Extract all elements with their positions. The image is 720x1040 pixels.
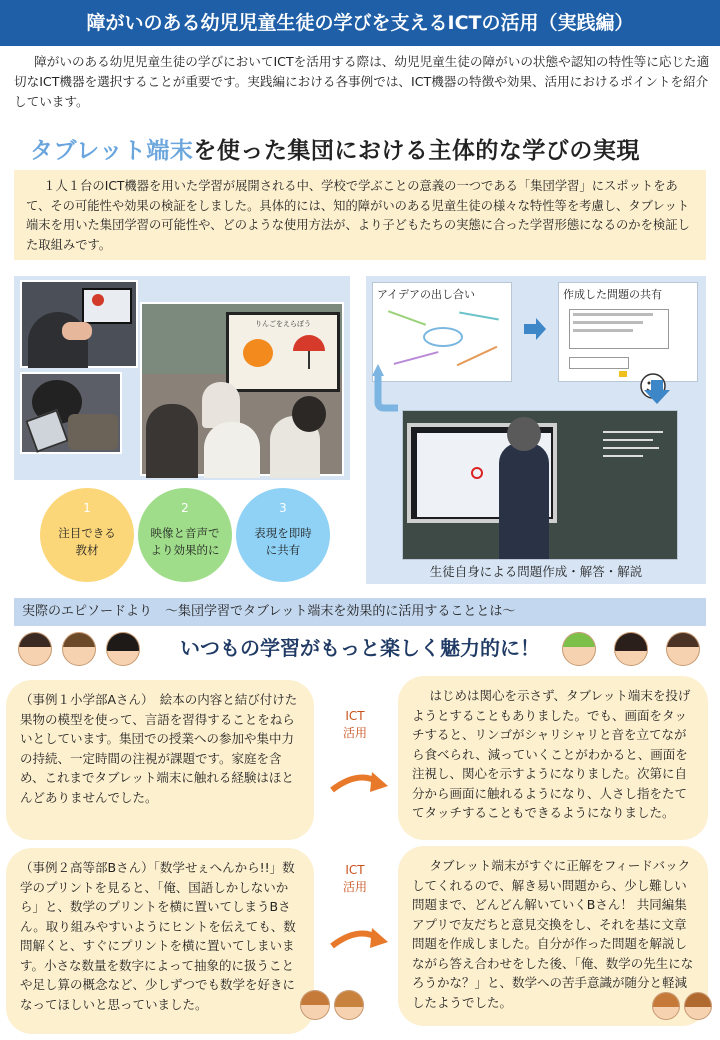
blackboard-photo bbox=[402, 410, 678, 560]
feature-label: 注目できる 教材 bbox=[58, 526, 116, 557]
problem-sharing-title: 作成した問題の共有 bbox=[563, 288, 662, 301]
feature-media bbox=[138, 488, 232, 582]
idea-sharing-title: アイデアの出し合い bbox=[377, 288, 476, 301]
student-figure bbox=[499, 443, 549, 559]
problem-sharing-card bbox=[558, 282, 698, 382]
feature-number: 2 bbox=[181, 501, 189, 515]
child-face bbox=[614, 632, 648, 666]
child-face bbox=[62, 632, 96, 666]
case1-ict-label: ICT 活用 bbox=[342, 709, 367, 740]
child-face bbox=[18, 632, 52, 666]
case2-before: （事例２高等部Bさん）「数学せぇへんから!!」数学のプリントを見ると、「俺、国語しかしないから」と、数学のプリントを横に置いてしまうBさん。取り組みやすいようにヒントを伝えても、数問解くと、すぐにプリントを横に置いてしまいます。小さな数量を数字によって抽象的に扱うことや足し算の概念など、少しずつでも数学を好きになってほしいと思っていました。 bbox=[6, 848, 314, 1034]
page-title: 障がいのある幼児児童生徒の学びを支えるICTの活用（実践編） bbox=[0, 0, 720, 46]
arrow-down-icon bbox=[642, 378, 672, 406]
slogan: いつもの学習がもっと楽しく魅力的に！ bbox=[180, 636, 540, 660]
arrow-right-icon bbox=[328, 764, 390, 798]
child-face bbox=[106, 632, 140, 666]
section-title-accent: タブレット端末 bbox=[30, 138, 194, 164]
child-face bbox=[562, 632, 596, 666]
teachers-illustration-left bbox=[300, 986, 370, 1036]
feature-sharing bbox=[236, 488, 330, 582]
arrow-right-icon bbox=[522, 316, 548, 342]
case2-after: タブレット端末がすぐに正解をフィードバックしてくれるので、解き易い問題から、少し難しい問題まで、どんどん解いていくBさん！ 共同編集アプリで友だちと意見交換をし、それを基に文章問題を作成しました。自分が作った問題を解説しながら答え合わせをした後、「俺、数学の先生になろうかな？」と、数学への苦手意識が随分と軽減したようでした。 bbox=[398, 846, 708, 1026]
flow-caption: 生徒自身による問題作成・解答・解説 bbox=[429, 564, 643, 579]
intro-text: 障がいのある幼児児童生徒の学びにおいてICTを活用する際は、幼児児童生徒の障がいの状態や認知の特性等に応じた適切なICT機器を選択することが重要です。実践編における各事例では、ICT機器の特徴や効果、活用におけるポイントを紹介しています。 bbox=[14, 54, 710, 109]
case2-ict-label: ICT 活用 bbox=[342, 863, 367, 894]
feature-attention bbox=[40, 488, 134, 582]
arrow-right-icon bbox=[328, 920, 390, 954]
case1-before: （事例１小学部Aさん） 絵本の内容と結び付けた果物の模型を使って、言語を習得することをねらいとしています。集団での授業への参加や集中力の持続、一定時間の注視が課題です。家庭を含め、これまでタブレット端末に触れる経験はほとんどありませんでした。 bbox=[6, 680, 314, 840]
description-box: １人１台のICT機器を用いた学習が展開される中、学校で学ぶことの意義の一つである「集団学習」にスポットをあて、その可能性や効果の検証をしました。具体的には、知的障がいのある児童生徒の様々な特性等を考慮し、タブレット端末を用いた集団学習の可能性や、どのような使用方法が、より子どもたちの実態に合った学習形態になるのかを検証した取組みです。 bbox=[14, 170, 706, 260]
tablet-touch-photo bbox=[20, 280, 138, 368]
feature-number: 1 bbox=[83, 501, 91, 515]
children-illustration-left bbox=[18, 630, 148, 670]
screen-label: りんごをえらぼう bbox=[255, 320, 311, 328]
activity-flow bbox=[366, 276, 706, 584]
episode-heading: 実際のエピソードより ～集団学習でタブレット端末を効果的に活用することとは～ bbox=[14, 598, 706, 626]
arrow-loop-icon bbox=[372, 356, 406, 416]
student-tablet-photo bbox=[20, 372, 122, 454]
section-title-rest: を使った集団における主体的な学びの実現 bbox=[193, 138, 640, 164]
children-illustration-right bbox=[562, 630, 712, 670]
feature-number: 3 bbox=[279, 501, 287, 515]
child-face bbox=[666, 632, 700, 666]
section-title bbox=[30, 134, 700, 168]
teachers-illustration-right bbox=[652, 988, 716, 1036]
lesson-screen bbox=[226, 312, 340, 392]
feature-label: 表現を即時 に共有 bbox=[254, 526, 312, 557]
feature-label: 映像と音声で より効果的に bbox=[150, 526, 220, 557]
classroom-photos bbox=[14, 276, 350, 480]
group-lesson-photo bbox=[140, 302, 344, 476]
case1-after: はじめは関心を示さず、タブレット端末を投げようとすることもありました。でも、画面をタッチすると、リンゴがシャリシャリと音を立てながら食べられ、減っていくことがわかると、画面を注視し、関心を示すようになりました。次第に自分から画面に触れるようになり、人さし指をたててタッチすることもできるようになりました。 bbox=[398, 676, 708, 840]
